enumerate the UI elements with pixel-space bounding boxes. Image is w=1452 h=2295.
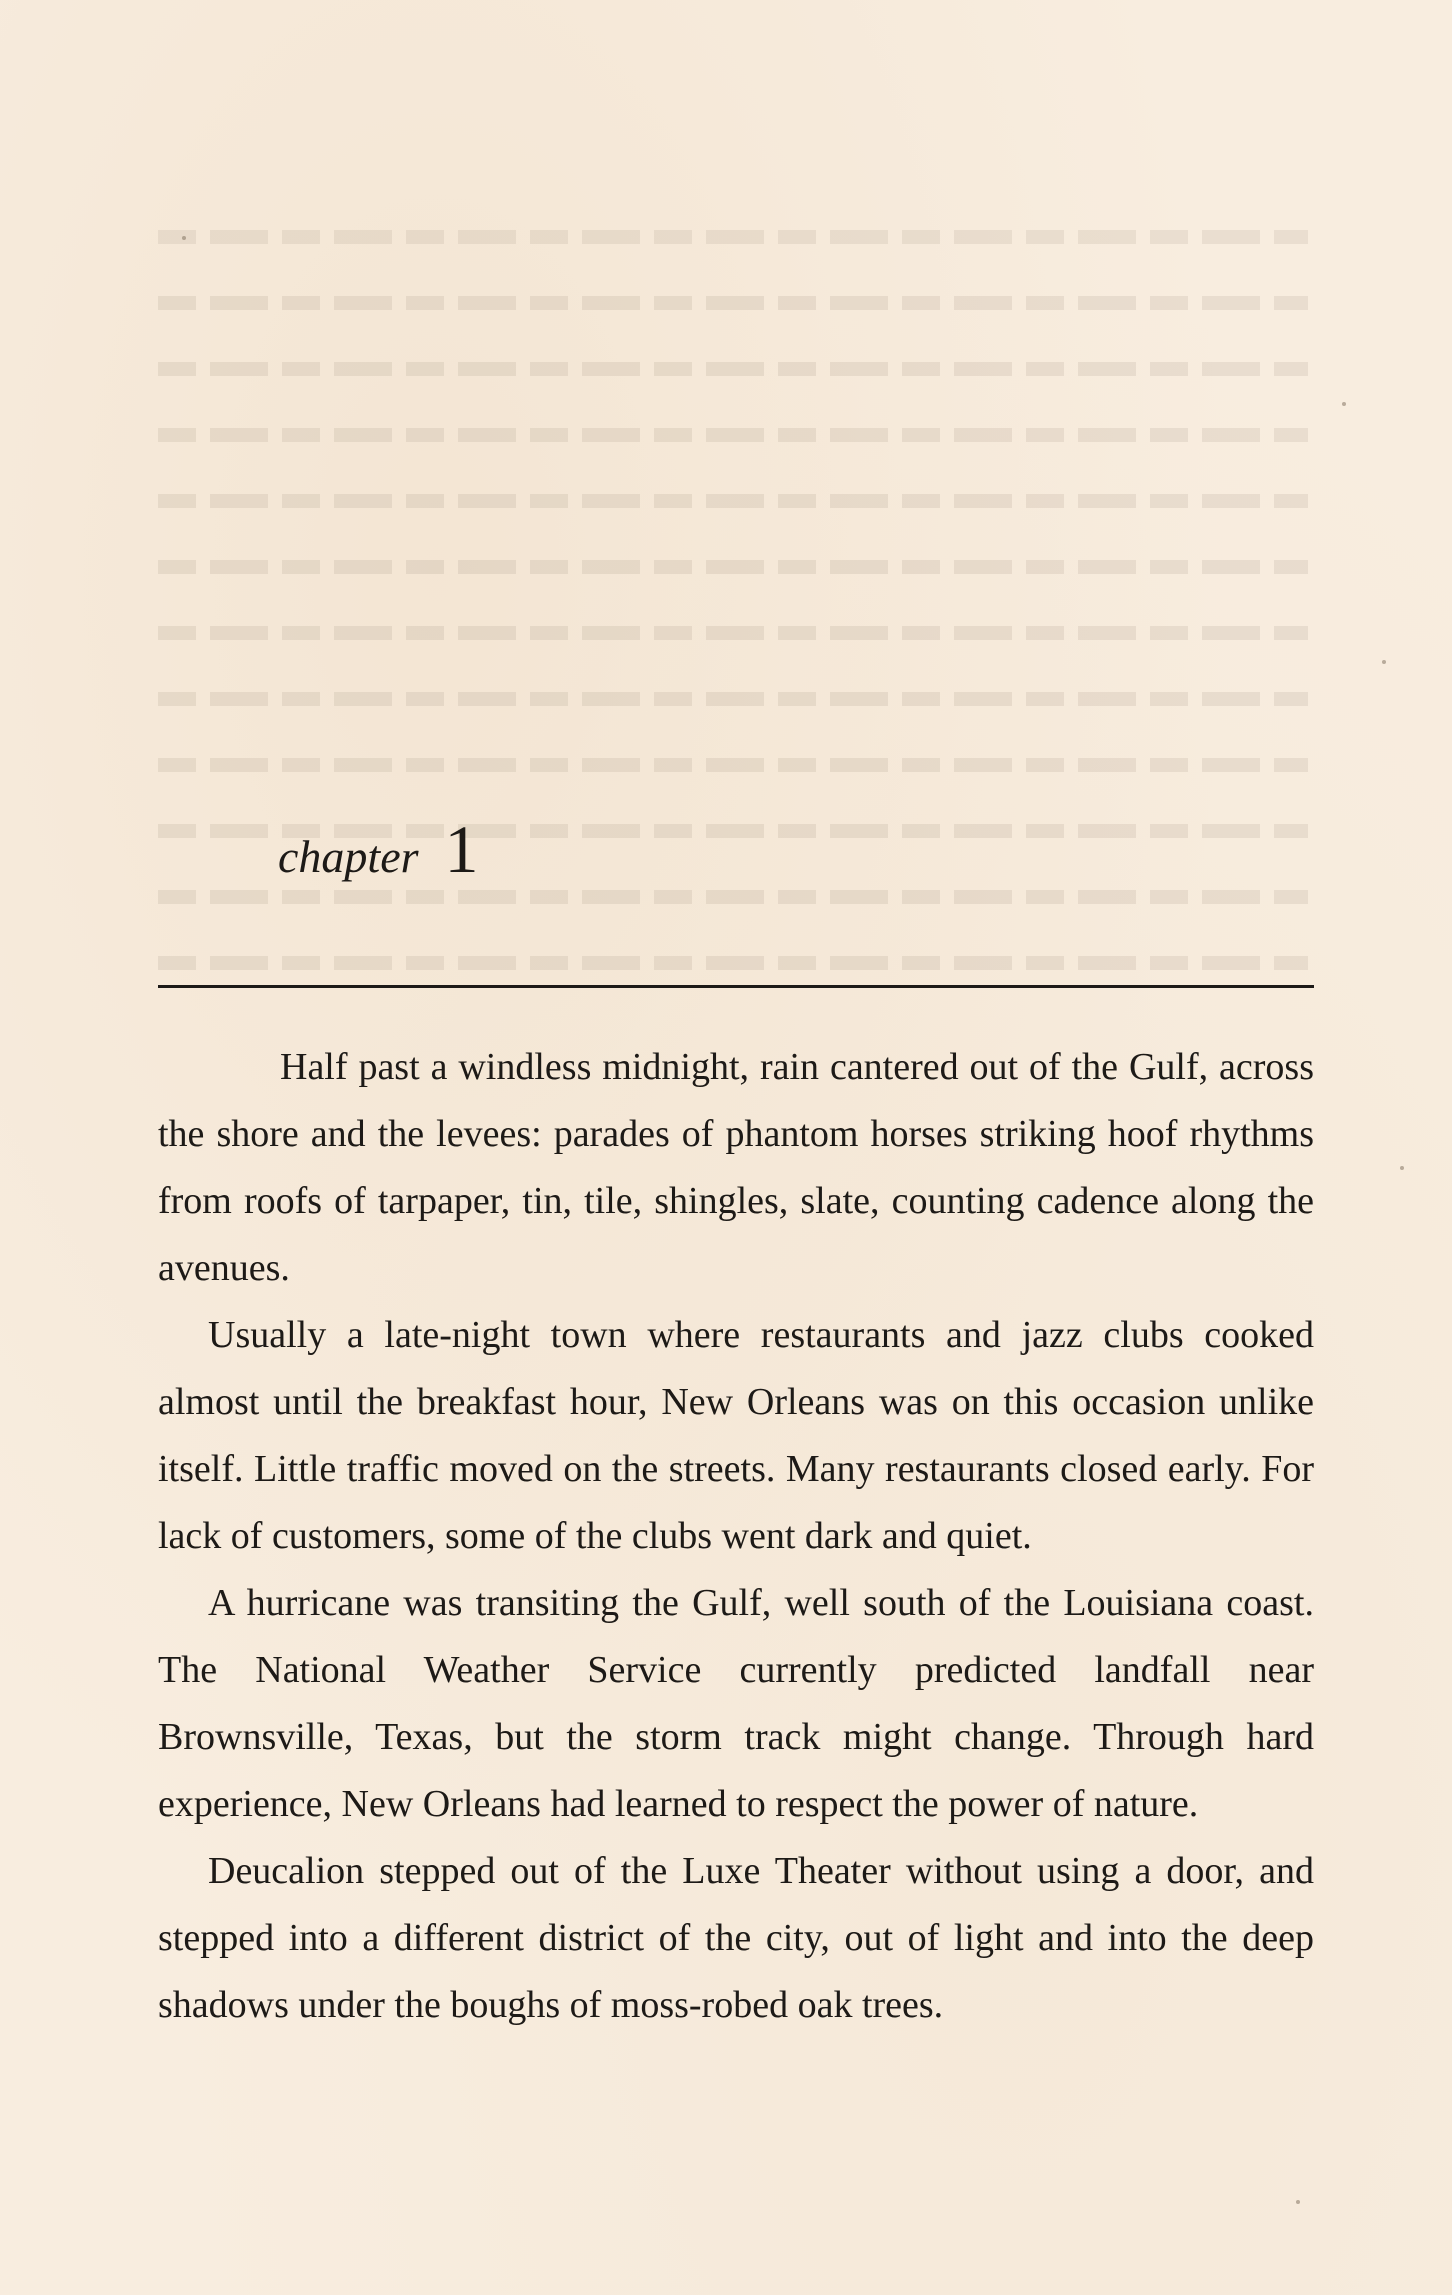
paragraph-4: Deucalion stepped out of the Luxe Theater without using a door, and stepped into a different district of the city, out of light and into the deep shadows under the boughs of moss-robed oak trees. [158, 1850, 1314, 2026]
paragraph-3: A hurricane was transiting the Gulf, well south of the Louisiana coast. The National Weather Service currently predicted landfall near Brownsville, Texas, but the storm track might change. Through hard experience, New Orleans had learned to respect the power of nature. [158, 1582, 1314, 1825]
chapter-label: chapter [278, 831, 419, 882]
chapter-number: 1 [444, 811, 479, 887]
paragraph-1: Half past a windless midnight, rain cantered out of the Gulf, across the shore and the levees: parades of phantom horses striking hoof rhythms from roofs of tarpaper, tin, tile, shingles, slate, counting cadence along the avenues. [158, 1046, 1314, 1289]
paragraph-2: Usually a late-night town where restaurants and jazz clubs cooked almost until the breakfast hour, New Orleans was on this occasion unlike itself. Little traffic moved on the streets. Many restaurants closed early. For lack of customers, some of the clubs went dark and quiet. [158, 1314, 1314, 1557]
chapter-body [158, 1034, 1314, 2039]
chapter-rule [158, 985, 1314, 988]
chapter-heading [278, 810, 479, 900]
